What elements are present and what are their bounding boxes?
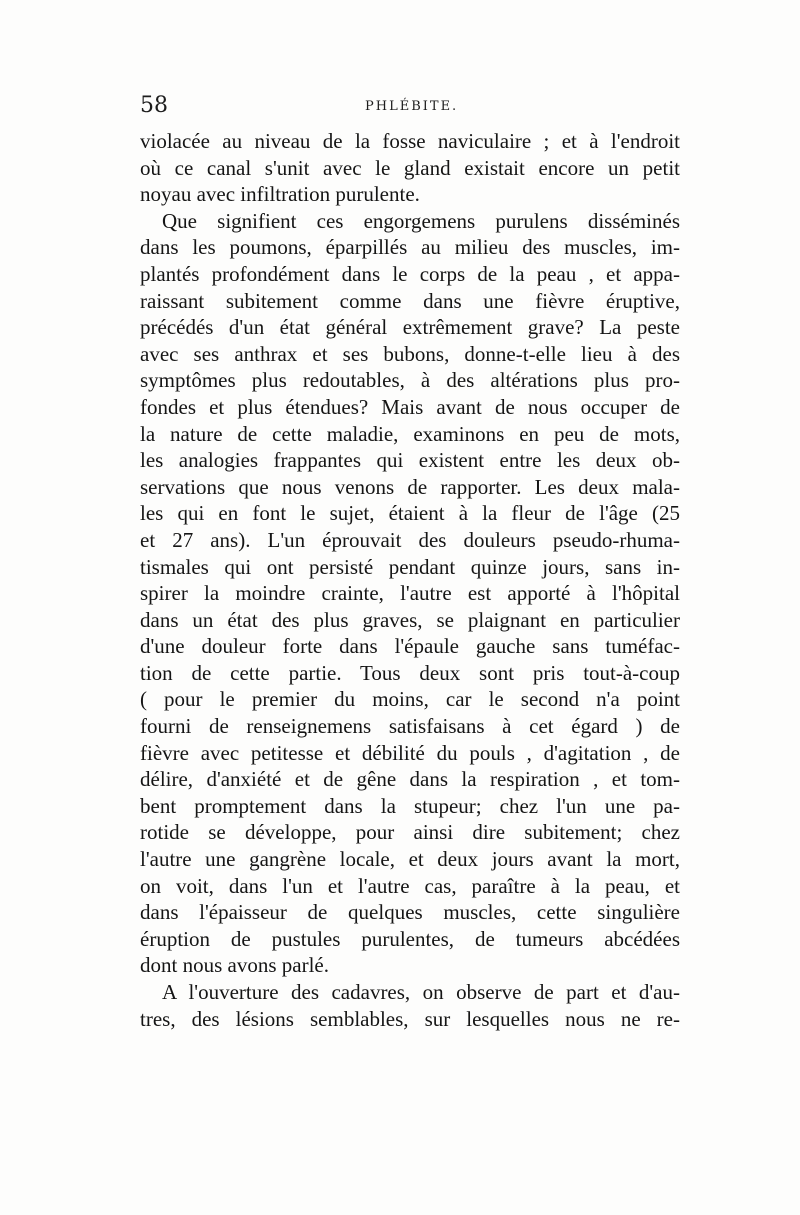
text-line: dans les poumons, éparpillés au milieu des muscles, im- — [140, 235, 680, 260]
text-line: A l'ouverture des cadavres, on observe de part et d'au- — [162, 980, 680, 1004]
text-line: d'une douleur forte dans l'épaule gauche sans tuméfac- — [140, 634, 680, 659]
body-text — [140, 128, 680, 1032]
text-line: précédés d'un état général extrêmement grave? La peste — [140, 315, 680, 340]
text-line: et 27 ans). L'un éprouvait des douleurs pseudo-rhuma- — [140, 527, 680, 552]
text-line: servations que nous venons de rapporter. Les deux mala- — [140, 474, 680, 499]
text-line: Que signifient ces engorgemens purulens disséminés — [162, 208, 680, 233]
text-line: tion de cette partie. Tous deux sont pris tout-à-coup — [140, 660, 680, 685]
text-line: rotide se développe, pour ainsi dire subitement; chez — [140, 820, 680, 845]
text-line: tres, des lésions semblables, sur lesquelles nous ne re- — [140, 1006, 680, 1031]
text-line: raissant subitement comme dans une fièvre éruptive, — [140, 288, 680, 313]
text-line: les analogies frappantes qui existent entre les deux ob- — [140, 448, 680, 473]
text-line: la nature de cette maladie, examinons en peu de mots, — [140, 421, 680, 446]
text-line: plantés profondément dans le corps de la peau , et appa- — [140, 261, 680, 286]
running-title: PHLÉBITE. — [365, 99, 459, 114]
text-line: dans l'épaisseur de quelques muscles, cette singulière — [140, 900, 680, 925]
page-number: 58 — [140, 93, 168, 118]
text-line: les qui en font le sujet, étaient à la fleur de l'âge (25 — [140, 501, 680, 526]
text-line: où ce canal s'unit avec le gland existait encore un petit — [140, 155, 680, 180]
text-line: délire, d'anxiété et de gêne dans la respiration , et tom- — [140, 767, 680, 792]
running-head — [140, 93, 680, 123]
text-line: dans un état des plus graves, se plaignant en particulier — [140, 607, 680, 632]
text-line: violacée au niveau de la fosse naviculaire ; et à l'endroit — [140, 129, 680, 153]
text-line: bent promptement dans la stupeur; chez l'un une pa- — [140, 793, 680, 818]
text-line: dont nous avons parlé. — [140, 953, 329, 978]
text-line: tismales qui ont persisté pendant quinze jours, sans in- — [140, 554, 680, 579]
text-line: fondes et plus étendues? Mais avant de nous occuper de — [140, 394, 680, 419]
text-line: l'autre une gangrène locale, et deux jours avant la mort, — [140, 847, 680, 872]
text-line: symptômes plus redoutables, à des altérations plus pro- — [140, 368, 680, 393]
text-line: noyau avec infiltration purulente. — [140, 182, 420, 207]
text-line: fièvre avec petitesse et débilité du pouls , d'agitation , de — [140, 740, 680, 765]
text-line: ( pour le premier du moins, car le second n'a point — [140, 687, 680, 712]
text-line: avec ses anthrax et ses bubons, donne-t-elle lieu à des — [140, 341, 680, 366]
text-line: éruption de pustules purulentes, de tumeurs abcédées — [140, 926, 680, 951]
text-line: fourni de renseignemens satisfaisans à cet égard ) de — [140, 714, 680, 739]
text-line: spirer la moindre crainte, l'autre est apporté à l'hôpital — [140, 581, 680, 606]
text-line: on voit, dans l'un et l'autre cas, paraître à la peau, et — [140, 873, 680, 898]
